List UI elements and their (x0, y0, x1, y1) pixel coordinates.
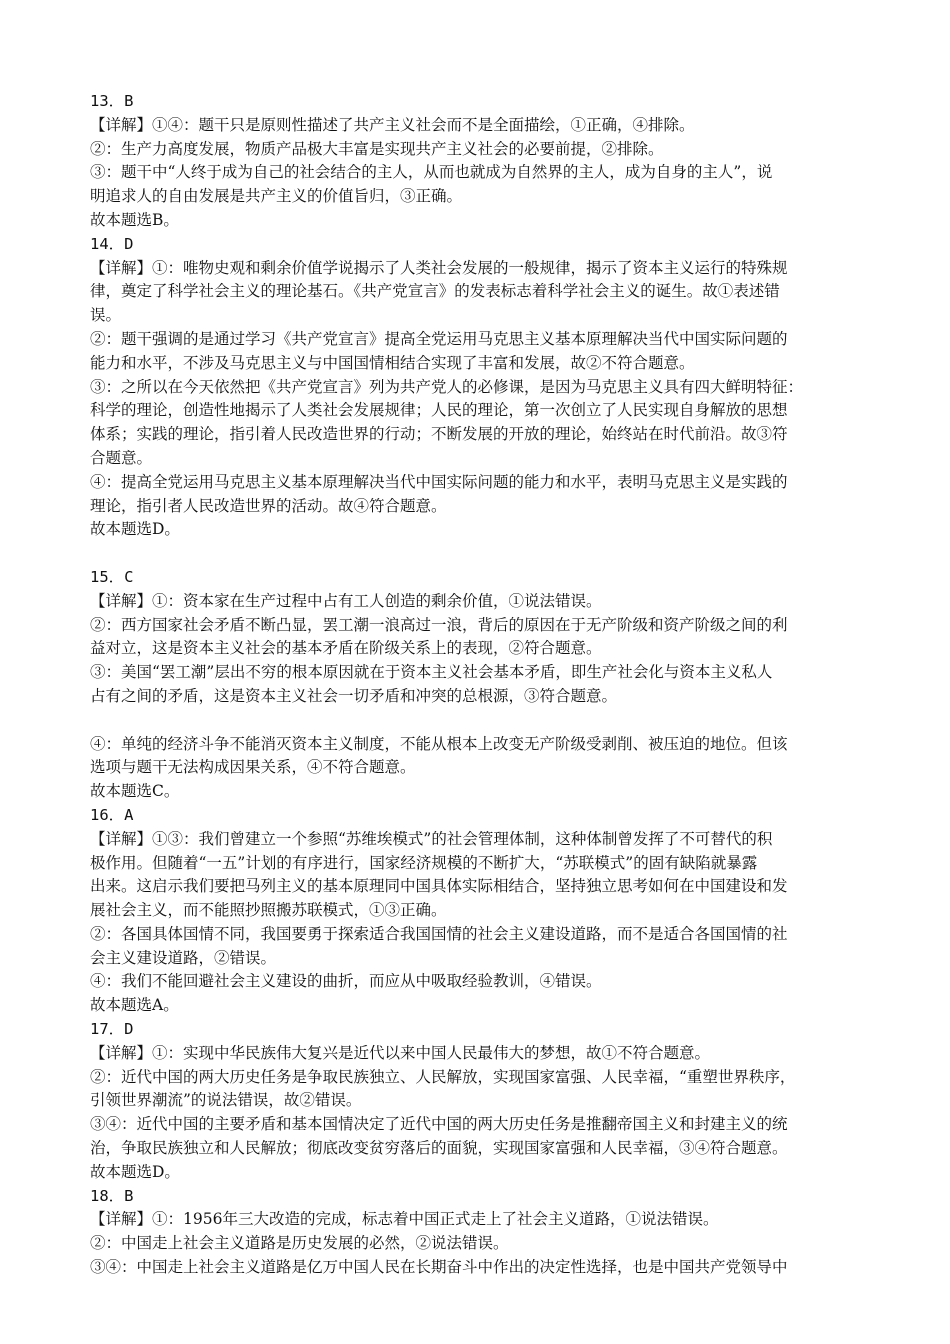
answer-line: 出来。这启示我们要把马列主义的基本原理同中国具体实际相结合，坚持独立思考如何在中国建设和发 (90, 877, 788, 896)
answer-line: 治，争取民族独立和人民解放；彻底改变贫穷落后的面貌，实现国家富强和人民幸福，③④符合题意。 (90, 1139, 788, 1158)
answer-line: 明追求人的自由发展是共产主义的价值旨归，③正确。 (90, 187, 463, 206)
answer-line: 会主义建设道路，②错误。 (90, 948, 277, 967)
answer-line: ④：提高全党运用马克思主义基本原理解决当代中国实际问题的能力和水平，表明马克思主义是实践的 (90, 472, 788, 491)
question-number: 14．D (90, 234, 134, 253)
answer-line: ②：题干强调的是通过学习《共产党宣言》提高全党运用马克思主义基本原理解决当代中国实际问题的 (90, 329, 788, 348)
answer-line: ②：近代中国的两大历史任务是争取民族独立、人民解放，实现国家富强、人民幸福，“重塑世界秩序， (90, 1067, 796, 1086)
document-page (90, 90, 860, 1280)
question-18 (90, 1185, 860, 1280)
answer-line: 律，奠定了科学社会主义的理论基石。《共产党宣言》的发表标志着科学社会主义的诞生。故①表述错 (90, 282, 780, 301)
question-number: 13．B (90, 92, 134, 110)
answer-line: 科学的理论，创造性地揭示了人类社会发展规律；人民的理论，第一次创立了人民实现自身解放的思想 (90, 401, 788, 420)
answer-line: ④：单纯的经济斗争不能消灭资本主义制度，不能从根本上改变无产阶级受剥削、被压迫的地位。但该 (90, 734, 788, 753)
answer-line: 【详解】①：唯物史观和剩余价值学说揭示了人类社会发展的一般规律，揭示了资本主义运行的特殊规 (90, 258, 788, 277)
answer-line: 【详解】①：实现中华民族伟大复兴是近代以来中国人民最伟大的梦想，故①不符合题意。 (90, 1043, 711, 1062)
answer-line: ②：西方国家社会矛盾不断凸显，罢工潮一浪高过一浪，背后的原因在于无产阶级和资产阶级之间的利 (90, 615, 788, 634)
answer-line: 体系；实践的理论，指引着人民改造世界的行动；不断发展的开放的理论，始终站在时代前沿。故③符 (90, 425, 788, 444)
answer-line: ②：中国走上社会主义道路是历史发展的必然，②说法错误。 (90, 1234, 509, 1253)
answer-line: ④：我们不能回避社会主义建设的曲折，而应从中吸取经验教训，④错误。 (90, 972, 602, 991)
question-14 (90, 233, 860, 542)
answer-line: 故本题选B。 (90, 210, 179, 229)
answer-line: 占有之间的矛盾，这是资本主义社会一切矛盾和冲突的总根源，③符合题意。 (90, 686, 618, 705)
answer-line: 引领世界潮流”的说法错误，故②错误。 (90, 1091, 362, 1110)
answer-line: 故本题选D。 (90, 520, 180, 539)
question-number: 16．A (90, 805, 134, 824)
answer-line: ③④：近代中国的主要矛盾和基本国情决定了近代中国的两大历史任务是推翻帝国主义和封建主义的统 (90, 1115, 788, 1134)
answer-line: 误。 (90, 306, 122, 325)
answer-line: 故本题选A。 (90, 996, 179, 1015)
answer-line: 合题意。 (90, 448, 153, 467)
answer-line: ③：美国“罢工潮”层出不穷的根本原因就在于资本主义社会基本矛盾，即生产社会化与资本主义私人 (90, 663, 773, 682)
answer-line: 益对立，这是资本主义社会的基本矛盾在阶级关系上的表现，②符合题意。 (90, 639, 602, 658)
question-number: 18．B (90, 1186, 134, 1205)
answer-line: 故本题选C。 (90, 782, 180, 801)
answer-line: ②：各国具体国情不同，我国要勇于探索适合我国国情的社会主义建设道路，而不是适合各国国情的社 (90, 924, 788, 943)
question-number: 17．D (90, 1020, 134, 1039)
question-15 (90, 566, 860, 804)
answer-line: 故本题选D。 (90, 1162, 180, 1181)
question-13 (90, 90, 860, 233)
answer-line: ③④：中国走上社会主义道路是亿万中国人民在长期奋斗中作出的决定性选择，也是中国共产党领导中 (90, 1258, 788, 1277)
answer-line: 极作用。但随着“一五”计划的有序进行，国家经济规模的不断扩大，“苏联模式”的固有缺陷就暴露 (90, 853, 758, 872)
question-16 (90, 804, 860, 1018)
answer-line: 【详解】①：1956年三大改造的完成，标志着中国正式走上了社会主义道路，①说法错误。 (90, 1210, 719, 1229)
blank-line (90, 542, 860, 566)
answer-line: 选项与题干无法构成因果关系，④不符合题意。 (90, 758, 416, 777)
answer-line: 理论，指引者人民改造世界的活动。故④符合题意。 (90, 496, 447, 515)
question-17 (90, 1018, 860, 1185)
answer-line: ②：生产力高度发展，物质产品极大丰富是实现共产主义社会的必要前提，②排除。 (90, 139, 664, 158)
blank-line (90, 709, 860, 733)
answer-line: 展社会主义，而不能照抄照搬苏联模式，①③正确。 (90, 901, 447, 920)
answer-line: 【详解】①③：我们曾建立一个参照“苏维埃模式”的社会管理体制，这种体制曾发挥了不可替代的积 (90, 829, 773, 848)
answer-line: ③：之所以在今天依然把《共产党宣言》列为共产党人的必修课，是因为马克思主义具有四大鲜明特征： (90, 377, 804, 396)
answer-line: 能力和水平，不涉及马克思主义与中国国情相结合实现了丰富和发展，故②不符合题意。 (90, 353, 695, 372)
answer-line: 【详解】①：资本家在生产过程中占有工人创造的剩余价值，①说法错误。 (90, 591, 602, 610)
question-number: 15．C (90, 567, 134, 586)
answer-line: ③：题干中“人终于成为自己的社会结合的主人，从而也就成为自然界的主人，成为自身的主人”，说 (90, 163, 773, 182)
answer-line: 【详解】①④：题干只是原则性描述了共产主义社会而不是全面描绘，①正确，④排除。 (90, 115, 695, 134)
